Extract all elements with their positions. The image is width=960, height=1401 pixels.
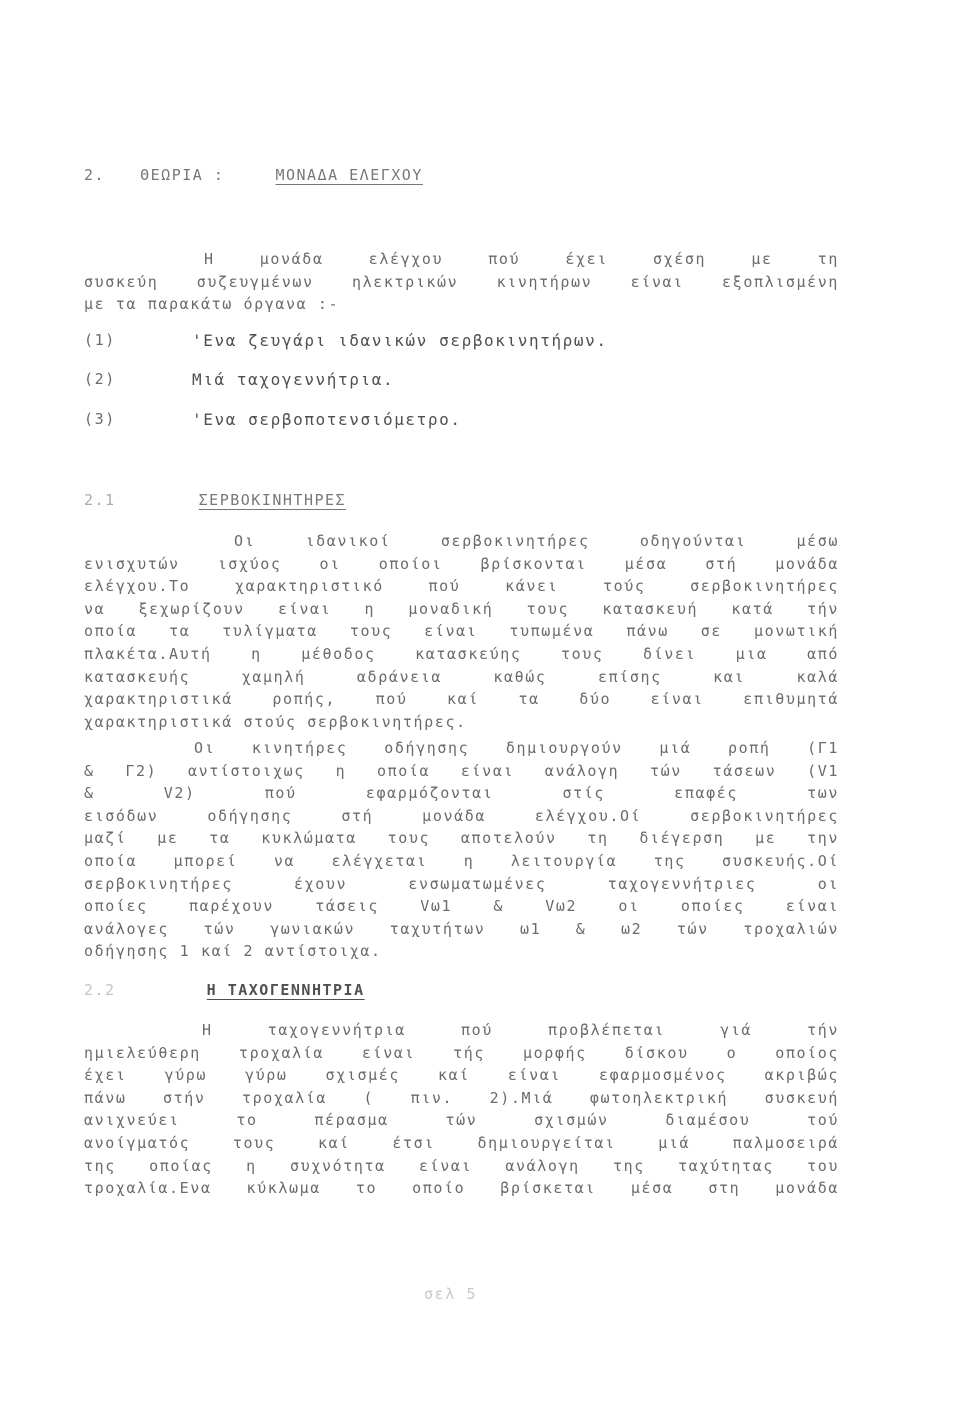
para-line: οδήγησης 1 καί 2 αντίστοιχα. [84, 942, 382, 961]
list-item-text: 'Ενα σερβοποτενσιόμετρο. [192, 410, 462, 429]
servo-paragraph-2 [84, 737, 839, 963]
para-line: & Γ2) αντίστοιχως η οποία είναι ανάλογη τών τάσεων (V1 [84, 761, 839, 780]
para-line: κατασκευής χαμηλή αδράνεια καθώς επίσης και καλά [84, 667, 839, 686]
subsection-heading [84, 981, 365, 999]
para-line: πλακέτα.Αυτή η μέθοδος κατασκεύης τους δίνει μια από [84, 644, 839, 663]
list-item-number: (2) [84, 370, 116, 388]
servo-paragraph-1 [84, 530, 839, 733]
subsection-heading [84, 491, 346, 509]
subsection-title: Η ΤΑΧΟΓΕΝΝΗΤΡΙΑ [206, 981, 365, 999]
para-line: σερβοκινητήρες έχουν ενσωματωμένες ταχογεννήτριες οι [84, 874, 839, 893]
section-title: ΜΟΝΑΔΑ ΕΛΕΓΧΟΥ [275, 166, 423, 184]
list-item-number: (1) [84, 331, 116, 349]
para-line: ανοίγματός τους καί έτσι δημιουργείται μιά παλμοσειρά [84, 1133, 839, 1152]
tacho-paragraph [84, 1019, 839, 1200]
para-line: ανιχνεύει το πέρασμα τών σχισμών διαμέσου τού [84, 1111, 839, 1130]
para-line: πάνω στήν τροχαλία ( πιν. 2).Μιά φωτοηλεκτρική συσκευή [84, 1088, 839, 1107]
para-line: ανάλογες τών γωνιακών ταχυτήτων ω1 & ω2 τών τροχαλιών [84, 919, 839, 938]
intro-paragraph [84, 248, 839, 316]
para-line: & V2) πού εφαρμόζονται στίς επαφές των [84, 784, 839, 803]
para-line: της οποίας η συχνότητα είναι ανάλογη της ταχύτητας του [84, 1156, 839, 1175]
para-line: Οι ιδανικοί σερβοκινητήρες οδηγούνται μέσω [234, 532, 839, 550]
subsection-number: 2.1 [84, 491, 116, 509]
list-item-text: Μιά ταχογεννήτρια. [192, 370, 395, 389]
page-number: σελ 5 [424, 1285, 478, 1303]
para-line: τροχαλία.Ενα κύκλωμα το οποίο βρίσκεται μέσα στη μονάδα [84, 1179, 839, 1198]
para-line: έχει γύρω γύρω σχισμές καί είναι εφαρμοσμένος ακριβώς [84, 1066, 839, 1085]
subsection-title: ΣΕΡΒΟΚΙΝΗΤΗΡΕΣ [198, 491, 347, 509]
para-line: ενισχυτών ισχύος οι οποίοι βρίσκονται μέσα στή μονάδα [84, 554, 839, 573]
list-item-number: (3) [84, 410, 116, 428]
intro-line: με τα παρακάτω όργανα :- [84, 295, 340, 314]
para-line: ελέγχου.Το χαρακτηριστικό πού κάνει τούς σερβοκινητήρες [84, 577, 839, 596]
para-line: Οι κινητήρες οδήγησης δημιουργούν μιά ροπή (Γ1 [194, 739, 839, 757]
para-line: ημιελεύθερη τροχαλία είναι τής μορφής δίσκου ο οποίος [84, 1043, 839, 1062]
para-line: Η ταχογεννήτρια πού προβλέπεται γιά τήν [202, 1021, 839, 1039]
para-line: μαζί με τα κυκλώματα τους αποτελούν τη διέγερση με την [84, 829, 839, 848]
para-line: χαρακτηριστικά ροπής, πού καί τα δύο είναι επιθυμητά [84, 690, 839, 709]
section-heading [84, 166, 423, 184]
section-label: ΘΕΩΡΙΑ : [140, 166, 225, 184]
para-line: οποία μπορεί να ελέγχεται η λειτουργία της συσκευής.Οί [84, 851, 839, 870]
para-line: εισόδων οδήγησης στή μονάδα ελέγχου.Οί σερβοκινητήρες [84, 806, 839, 825]
subsection-number: 2.2 [84, 981, 116, 999]
para-line: χαρακτηριστικά στούς σερβοκινητήρες. [84, 712, 467, 731]
intro-line: συσκεύη συζευγμένων ηλεκτρικών κινητήρων είναι εξοπλισμένη [84, 272, 839, 291]
intro-line: Η μονάδα ελέγχου πού έχει σχέση με τη [204, 250, 839, 268]
para-line: οποίες παρέχουν τάσεις Vω1 & Vω2 οι οποίες είναι [84, 897, 839, 916]
section-number: 2. [84, 166, 106, 184]
list-item-text: 'Ενα ζευγάρι ιδανικών σερβοκινητήρων. [192, 331, 608, 350]
para-line: να ξεχωρίζουν είναι η μοναδική τους κατασκευή κατά τήν [84, 599, 839, 618]
para-line: οποία τα τυλίγματα τους είναι τυπωμένα πάνω σε μονωτική [84, 622, 839, 641]
